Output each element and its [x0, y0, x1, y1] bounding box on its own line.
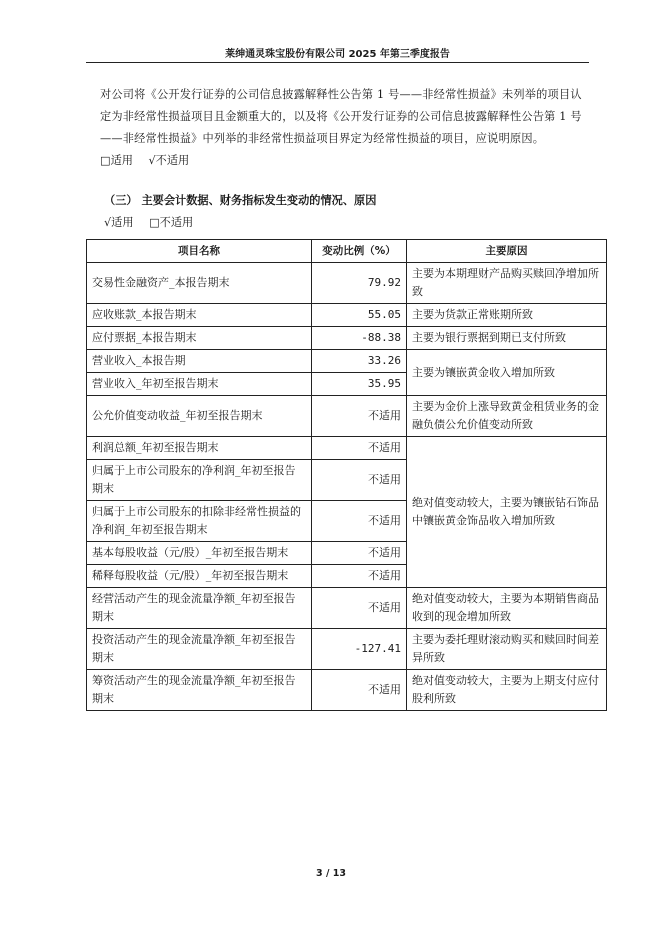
row-reason: 主要为镶嵌黄金收入增加所致 [407, 350, 607, 396]
row-item: 稀释每股收益（元/股）_年初至报告期末 [87, 565, 312, 588]
option-not-applicable: □不适用 [149, 216, 194, 229]
row-item: 公允价值变动收益_年初至报告期末 [87, 396, 312, 437]
row-ratio: 35.95 [312, 373, 407, 396]
row-item: 应收账款_本报告期末 [87, 304, 312, 327]
col-header-reason: 主要原因 [407, 240, 607, 263]
header-divider [86, 62, 589, 63]
row-ratio: -127.41 [312, 629, 407, 670]
checkbox-group-2 [104, 214, 193, 230]
row-ratio: 55.05 [312, 304, 407, 327]
report-header: 莱绅通灵珠宝股份有限公司 2025 年第三季度报告 [225, 49, 450, 60]
table-row [87, 327, 607, 350]
row-ratio: 不适用 [312, 542, 407, 565]
col-header-item: 项目名称 [87, 240, 312, 263]
row-reason: 绝对值变动较大，主要为本期销售商品收到的现金增加所致 [407, 588, 607, 629]
row-item: 投资活动产生的现金流量净额_年初至报告期末 [87, 629, 312, 670]
table-row [87, 396, 607, 437]
row-item: 基本每股收益（元/股）_年初至报告期末 [87, 542, 312, 565]
row-reason: 绝对值变动较大，主要为上期支付应付股利所致 [407, 670, 607, 711]
col-header-ratio: 变动比例（%） [312, 240, 407, 263]
row-item: 经营活动产生的现金流量净额_年初至报告期末 [87, 588, 312, 629]
row-ratio: -88.38 [312, 327, 407, 350]
row-reason: 主要为金价上涨导致黄金租赁业务的金融负债公允价值变动所致 [407, 396, 607, 437]
row-reason: 绝对值变动较大，主要为镶嵌钻石饰品中镶嵌黄金饰品收入增加所致 [407, 437, 607, 588]
page-number: 3 / 13 [316, 868, 346, 879]
table-row [87, 588, 607, 629]
row-ratio: 不适用 [312, 670, 407, 711]
row-ratio: 不适用 [312, 501, 407, 542]
row-ratio: 79.92 [312, 263, 407, 304]
change-table [86, 239, 607, 711]
table-row [87, 437, 607, 460]
row-item: 归属于上市公司股东的净利润_年初至报告期末 [87, 460, 312, 501]
checkbox-group-1 [100, 152, 189, 168]
row-ratio: 不适用 [312, 437, 407, 460]
option-not-applicable: √不适用 [148, 154, 190, 167]
row-reason: 主要为货款正常账期所致 [407, 304, 607, 327]
intro-paragraph: 对公司将《公开发行证券的公司信息披露解释性公告第 1 号——非经常性损益》未列举的项目认定为非经常性损益项目且金额重大的，以及将《公开发行证券的公司信息披露解释性公告第 1 号——非经常性损益》中列举的非经常性损益项目界定为经常性损益的项目，应说明原因。 [100, 88, 582, 145]
row-item: 筹资活动产生的现金流量净额_年初至报告期末 [87, 670, 312, 711]
table-row [87, 263, 607, 304]
option-applicable: □适用 [100, 154, 133, 167]
table-row [87, 670, 607, 711]
table-row [87, 304, 607, 327]
row-reason: 主要为本期理财产品购买赎回净增加所致 [407, 263, 607, 304]
row-item: 归属于上市公司股东的扣除非经常性损益的净利润_年初至报告期末 [87, 501, 312, 542]
row-ratio: 不适用 [312, 565, 407, 588]
table-header-row [87, 240, 607, 263]
row-ratio: 不适用 [312, 588, 407, 629]
row-item: 利润总额_年初至报告期末 [87, 437, 312, 460]
row-item: 应付票据_本报告期末 [87, 327, 312, 350]
option-applicable: √适用 [104, 216, 134, 229]
section-title: （三） 主要会计数据、财务指标发生变动的情况、原因 [104, 194, 377, 207]
row-ratio: 33.26 [312, 350, 407, 373]
row-item: 营业收入_本报告期 [87, 350, 312, 373]
row-reason: 主要为银行票据到期已支付所致 [407, 327, 607, 350]
row-ratio: 不适用 [312, 460, 407, 501]
row-reason: 主要为委托理财滚动购买和赎回时间差异所致 [407, 629, 607, 670]
table-row [87, 629, 607, 670]
table-row [87, 350, 607, 373]
row-ratio: 不适用 [312, 396, 407, 437]
row-item: 交易性金融资产_本报告期末 [87, 263, 312, 304]
row-item: 营业收入_年初至报告期末 [87, 373, 312, 396]
